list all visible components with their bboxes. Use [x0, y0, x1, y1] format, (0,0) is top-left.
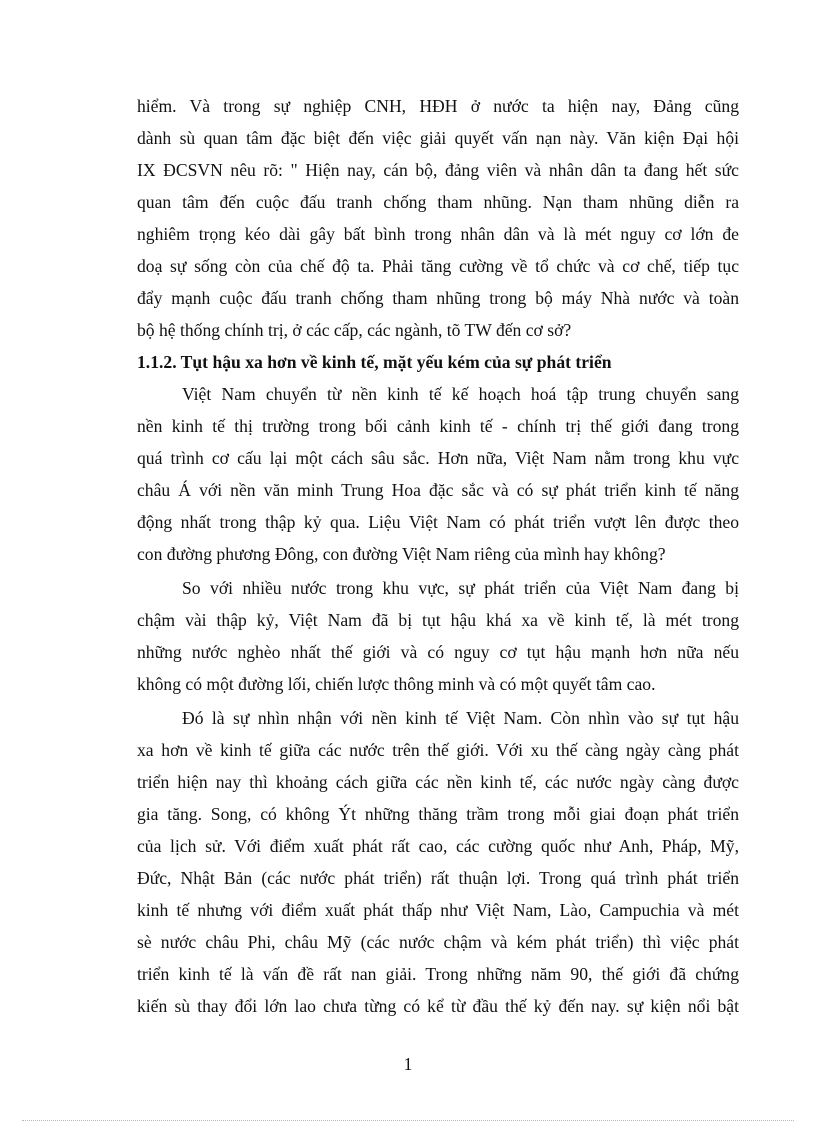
paragraph-line: quan tâm đến cuộc đấu tranh chống tham nhũng. Nạn tham nhũng diễn ra — [137, 192, 739, 212]
paragraph-line: nền kinh tế thị trường trong bối cảnh kinh tế - chính trị thế giới đang trong — [137, 416, 739, 436]
paragraph-line: triển hiện nay thì khoảng cách giữa các nền kinh tế, các nước ngày càng được — [137, 772, 739, 792]
paragraph-line: hiểm. Và trong sự nghiệp CNH, HĐH ở nước ta hiện nay, Đảng cũng — [137, 96, 739, 116]
paragraph-line: Đức, Nhật Bản (các nước phát triển) rất thuận lợi. Trong quá trình phát triển — [137, 868, 739, 888]
paragraph-line: So với nhiều nước trong khu vực, sự phát triển của Việt Nam đang bị — [182, 578, 739, 598]
paragraph-line: của lịch sử. Với điểm xuất phát rất cao, các cường quốc như Anh, Pháp, Mỹ, — [137, 836, 739, 856]
paragraph-line: bộ hệ thống chính trị, ở các cấp, các ngành, tõ TW đến cơ sở? — [137, 320, 572, 340]
paragraph-line: động nhất trong thập kỷ qua. Liệu Việt Nam có phát triển vượt lên được theo — [137, 512, 739, 532]
paragraph-line: nghiêm trọng kéo dài gây bất bình trong nhân dân và là mét nguy cơ lớn đe — [137, 224, 739, 244]
paragraph-line: châu Á với nền văn minh Trung Hoa đặc sắc và có sự phát triển kinh tế năng — [137, 480, 739, 500]
paragraph-line: triển kinh tế là vấn đề rất nan giải. Trong những năm 90, thế giới đã chứng — [137, 964, 739, 984]
paragraph-line: kiến sù thay đổi lớn lao chưa từng có kể từ đầu thế kỷ đến nay. sự kiện nổi bật — [137, 996, 739, 1016]
paragraph-line: đẩy mạnh cuộc đấu tranh chống tham nhũng trong bộ máy Nhà nước và toàn — [137, 288, 739, 308]
paragraph-line: kinh tế nhưng với điểm xuất phát thấp như Việt Nam, Lào, Campuchia và mét — [137, 900, 739, 920]
paragraph-line: dành sù quan tâm đặc biệt đến việc giải quyết vấn nạn này. Văn kiện Đại hội — [137, 128, 739, 148]
paragraph-line: quá trình cơ cấu lại một cách sâu sắc. Hơn nữa, Việt Nam nằm trong khu vực — [137, 448, 739, 468]
paragraph-line: sè nước châu Phi, châu Mỹ (các nước chậm và kém phát triển) thì việc phát — [137, 932, 739, 952]
section-heading: 1.1.2. Tụt hậu xa hơn về kinh tế, mặt yếu kém của sự phát triển — [137, 352, 612, 372]
paragraph-line: xa hơn về kinh tế giữa các nước trên thế giới. Với xu thế càng ngày càng phát — [137, 740, 739, 760]
page-bottom-border — [22, 1120, 794, 1121]
paragraph-line: Đó là sự nhìn nhận với nền kinh tế Việt Nam. Còn nhìn vào sự tụt hậu — [182, 708, 739, 728]
page-number: 1 — [403, 1054, 413, 1074]
paragraph-line: gia tăng. Song, có không Ýt những thăng trầm trong mỗi giai đoạn phát triển — [137, 804, 739, 824]
paragraph-line: Việt Nam chuyển từ nền kinh tế kế hoạch hoá tập trung chuyển sang — [182, 384, 739, 404]
paragraph-line: chậm vài thập kỷ, Việt Nam đã bị tụt hậu khá xa về kinh tế, là mét trong — [137, 610, 739, 630]
paragraph-line: không có một đường lối, chiến lược thông minh và có một quyết tâm cao. — [137, 674, 656, 694]
paragraph-line: doạ sự sống còn của chế độ ta. Phải tăng cường về tổ chức và cơ chế, tiếp tục — [137, 256, 739, 276]
paragraph-line: con đường phương Đông, con đường Việt Nam riêng của mình hay không? — [137, 544, 666, 564]
paragraph-line: IX ĐCSVN nêu rõ: " Hiện nay, cán bộ, đảng viên và nhân dân ta đang hết sức — [137, 160, 739, 180]
paragraph-line: những nước nghèo nhất thế giới và có nguy cơ tụt hậu mạnh hơn nữa nếu — [137, 642, 739, 662]
